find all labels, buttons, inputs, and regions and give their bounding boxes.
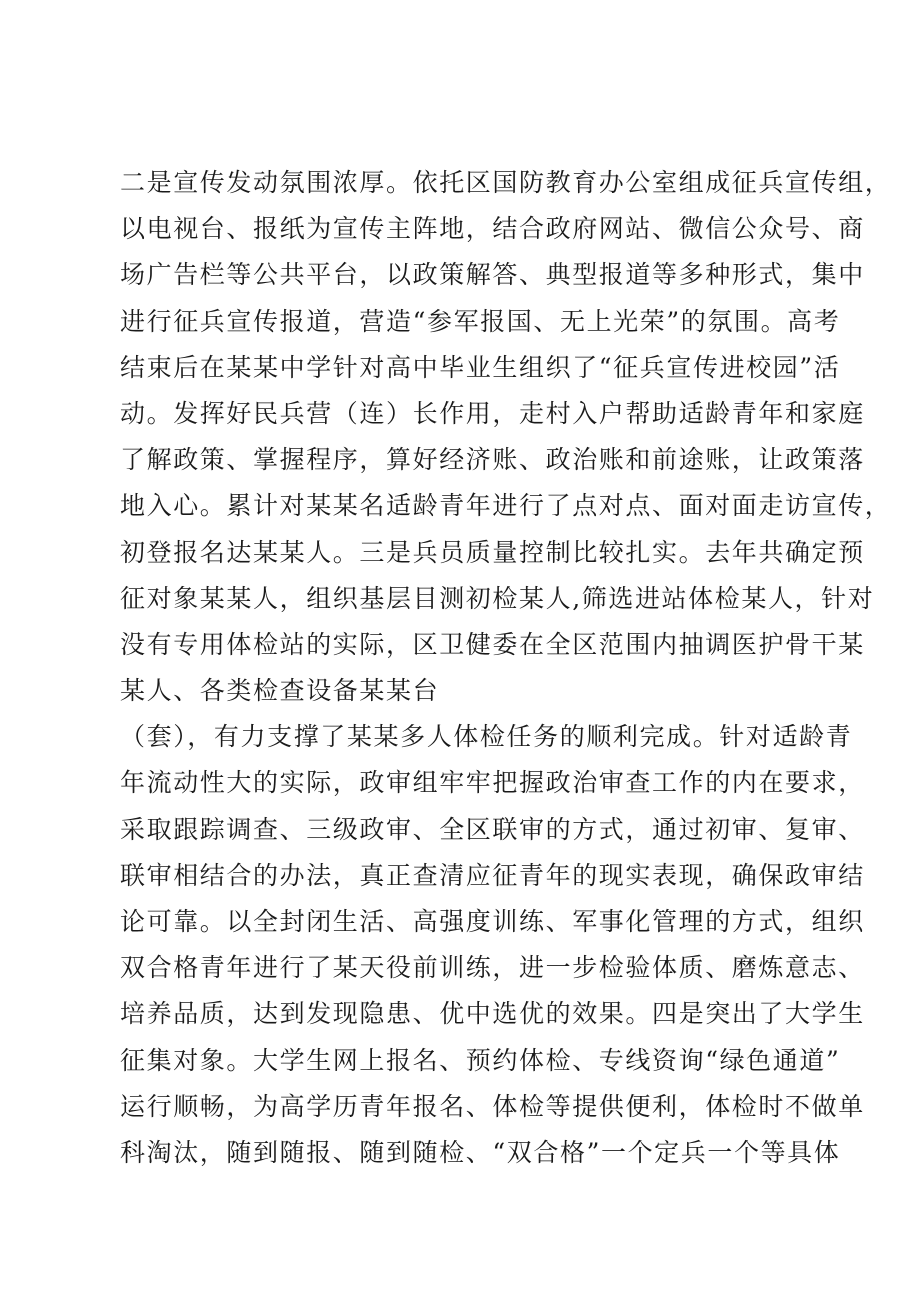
text-line: 进行征兵宣传报道，营造“参军报国、无上光荣”的氛围。高考 <box>120 306 841 336</box>
text-line: 二是宣传发动氛围浓厚。依托区国防教育办公室组成征兵宣传组， <box>120 168 892 197</box>
text-line: 科淘汰，随到随报、随到随检、“双合格”一个定兵一个等具体 <box>120 1137 841 1167</box>
text-line: 场广告栏等公共平台，以政策解答、典型报道等多种形式，集中 <box>120 260 865 290</box>
body-text <box>120 160 892 1176</box>
text-line: 运行顺畅，为高学历青年报名、体检等提供便利，体检时不做单 <box>120 1091 865 1121</box>
text-line: 采取跟踪调查、三级政审、全区联审的方式，通过初审、复审、 <box>120 814 865 844</box>
text-line: 以电视台、报纸为宣传主阵地，结合政府网站、微信公众号、商 <box>120 214 865 244</box>
text-line: 联审相结合的办法，真正查清应征青年的现实表现，确保政审结 <box>120 860 865 890</box>
text-line: 地入心。累计对某某名适龄青年进行了点对点、面对面走访宣传， <box>120 491 892 521</box>
text-line: （套），有力支撑了某某多人体检任务的顺利完成。针对适龄青 <box>120 722 853 752</box>
text-line: 动。发挥好民兵营（连）长作用，走村入户帮助适龄青年和家庭 <box>120 398 865 428</box>
text-line: 了解政策、掌握程序，算好经济账、政治账和前途账，让政策落 <box>120 445 865 475</box>
text-line: 年流动性大的实际，政审组牢牢把握政治审查工作的内在要求， <box>120 768 865 798</box>
text-line: 征对象某某人，组织基层目测初检某人,筛选进站体检某人，针对 <box>120 583 875 613</box>
text-line: 某人、各类检查设备某某台 <box>120 676 440 706</box>
text-line: 初登报名达某某人。三是兵员质量控制比较扎实。去年共确定预 <box>120 537 865 567</box>
text-line: 结束后在某某中学针对高中毕业生组织了“征兵宣传进校园”活 <box>120 352 841 382</box>
text-line: 没有专用体检站的实际，区卫健委在全区范围内抽调医护骨干某 <box>120 629 865 659</box>
text-line: 双合格青年进行了某天役前训练，进一步检验体质、磨炼意志、 <box>120 953 865 983</box>
text-line: 论可靠。以全封闭生活、高强度训练、军事化管理的方式，组织 <box>120 907 865 936</box>
text-line: 培养品质，达到发现隐患、优中选优的效果。四是突出了大学生 <box>120 999 865 1029</box>
text-line: 征集对象。大学生网上报名、预约体检、专线资询“绿色通道” <box>120 1045 841 1075</box>
